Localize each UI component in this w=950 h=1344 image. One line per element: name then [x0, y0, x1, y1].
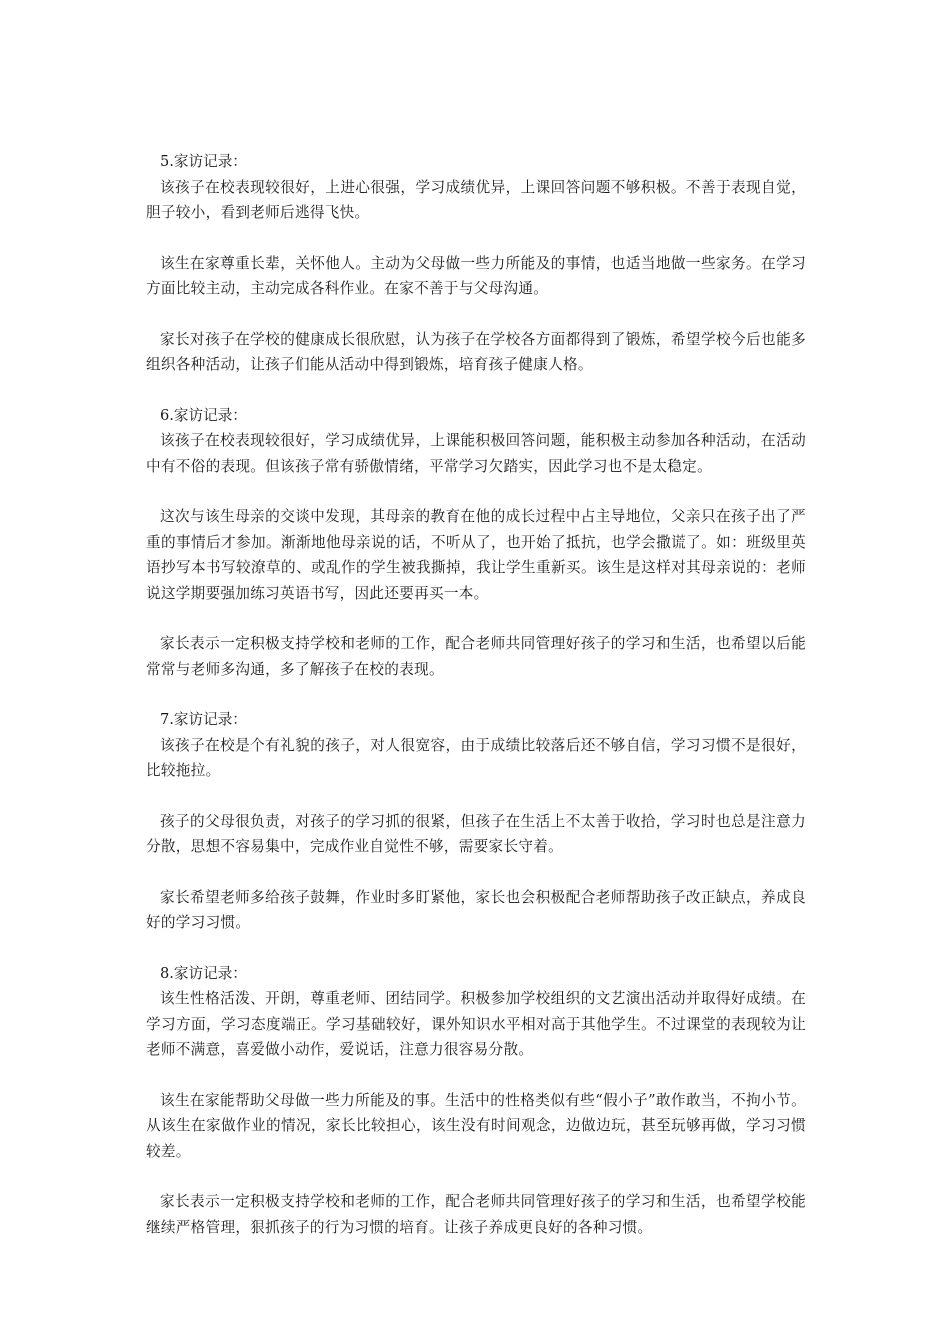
- record-paragraph: 该生性格活泼、开朗，尊重老师、团结同学。积极参加学校组织的文艺演出活动并取得好成绩。在学习方面，学习态度端正。学习基础较好，课外知识水平相对高于其他学生。不过课堂的表现较为让老师不满意，喜爱做小动作，爱说话，注意力很容易分散。: [146, 990, 806, 1058]
- record-paragraph: 该生在家能帮助父母做一些力所能及的事。生活中的性格类似有些“假小子”敢作敢当，不拘小节。从该生在家做作业的情况，家长比较担心，该生没有时间观念，边做边玩，甚至玩够再做，学习习惯较差。: [146, 1091, 806, 1160]
- record-paragraph: 该孩子在校是个有礼貌的孩子，对人很宽容，由于成绩比较落后还不够自信，学习习惯不是很好，比较拖拉。: [146, 736, 806, 779]
- paragraph-gap: [146, 936, 806, 961]
- record-heading: 8.家访记录：: [160, 964, 247, 982]
- paragraph-gap: [146, 606, 806, 631]
- record-paragraph: 这次与该生母亲的交谈中发现，其母亲的教育在他的成长过程中占主导地位，父亲只在孩子出了严重的事情后才参加。渐渐地他母亲说的话，不听从了，也开始了抵抗，也学会撒谎了。如：班级里英语抄写本书写较潦草的、或乱作的学生被我撕掉，我让学生重新买。该生是这样对其母亲说的：老师说这学期要强加练习英语书写，因此还要再买一本。: [146, 508, 806, 602]
- record-paragraph: 该生在家尊重长辈，关怀他人。主动为父母做一些力所能及的事情，也适当地做一些家务。在学习方面比较主动，主动完成各科作业。在家不善于与父母沟通。: [146, 254, 806, 297]
- record-paragraph: 家长表示一定积极支持学校和老师的工作，配合老师共同管理好孩子的学习和生活，也希望以后能常常与老师多沟通，多了解孩子在校的表现。: [146, 635, 806, 678]
- paragraph-gap: [146, 784, 806, 809]
- paragraph-gap: [146, 302, 806, 327]
- record-paragraph: 家长对孩子在学校的健康成长很欣慰，认为孩子在学校各方面都得到了锻炼，希望学校今后也能多组织各种活动，让孩子们能从活动中得到锻炼，培育孩子健康人格。: [146, 330, 806, 373]
- document-body: [146, 149, 806, 1240]
- record-heading: 7.家访记录：: [160, 711, 247, 728]
- paragraph-gap: [146, 860, 806, 885]
- paragraph-gap: [146, 226, 806, 251]
- paragraph-gap: [146, 1063, 806, 1088]
- record-paragraph: 孩子的父母很负责，对孩子的学习抓的很紧，但孩子在生活上不太善于收拾，学习时也总是注意力分散，思想不容易集中，完成作业自觉性不够，需要家长守着。: [146, 812, 806, 855]
- record-paragraph: 该孩子在校表现较很好，上进心很强，学习成绩优异，上课回答问题不够积极。不善于表现自觉，胆子较小，看到老师后逃得飞快。: [146, 178, 806, 221]
- paragraph-gap: [146, 1164, 806, 1189]
- paragraph-gap: [146, 378, 806, 403]
- record-heading: 6.家访记录：: [160, 406, 247, 424]
- paragraph-gap: [146, 682, 806, 707]
- record-paragraph: 家长表示一定积极支持学校和老师的工作，配合老师共同管理好孩子的学习和生活，也希望学校能继续严格管理，狠抓孩子的行为习惯的培育。让孩子养成更良好的各种习惯。: [146, 1193, 806, 1236]
- record-paragraph: 该孩子在校表现较很好，学习成绩优异，上课能积极回答问题，能积极主动参加各种活动，在活动中有不俗的表现。但该孩子常有骄傲情绪，平常学习欠踏实，因此学习也不是太稳定。: [146, 432, 806, 475]
- paragraph-gap: [146, 479, 806, 504]
- record-paragraph: 家长希望老师多给孩子鼓舞，作业时多盯紧他，家长也会积极配合老师帮助孩子改正缺点，养成良好的学习习惯。: [146, 888, 806, 931]
- record-heading: 5.家访记录：: [160, 153, 247, 170]
